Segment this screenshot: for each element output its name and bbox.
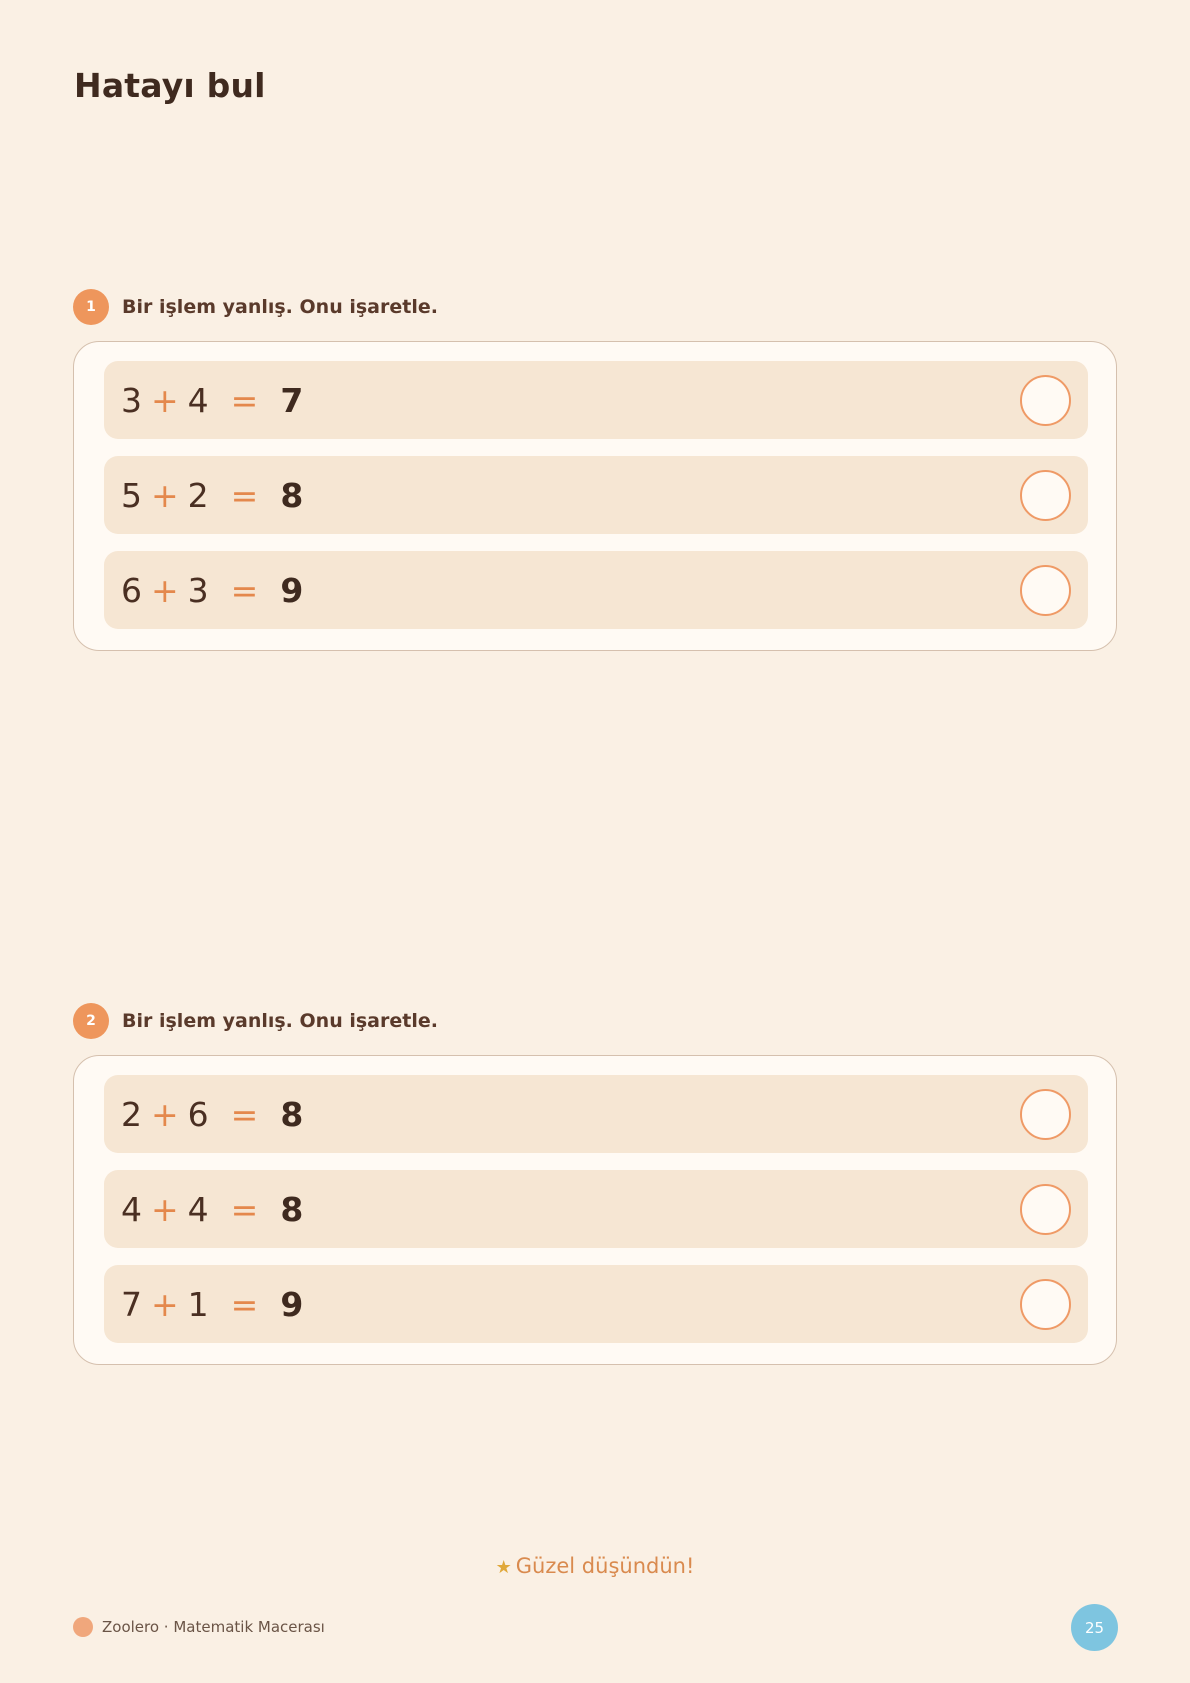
praise-text: Güzel düşündün! (515, 1554, 695, 1578)
exercise-2-card (73, 1055, 1117, 1365)
result-value: 8 (280, 1094, 304, 1134)
plus-sign: + (151, 570, 179, 610)
equation (121, 1170, 303, 1248)
brand-text: Zoolero · Matematik Macerası (102, 1618, 325, 1636)
equation (121, 456, 303, 534)
operand-b: 4 (187, 1189, 209, 1229)
equation-row (104, 456, 1088, 534)
footer-brand (73, 1617, 325, 1637)
operand-a: 5 (121, 475, 142, 515)
exercise-instruction: Bir işlem yanlış. Onu işaretle. (122, 1010, 438, 1032)
plus-sign: + (151, 1284, 179, 1324)
result-value: 8 (280, 1189, 304, 1229)
page-number-badge: 25 (1071, 1604, 1118, 1651)
result-value: 9 (280, 1284, 304, 1324)
equals-sign: = (230, 380, 259, 420)
operand-a: 7 (121, 1284, 142, 1324)
equation-row (104, 551, 1088, 629)
praise-message (0, 1554, 1190, 1578)
operand-a: 6 (121, 570, 142, 610)
exercise-number-badge: 1 (73, 289, 109, 325)
mark-answer-circle[interactable] (1020, 1184, 1071, 1235)
exercise-2-header (73, 1003, 438, 1039)
equals-sign: = (230, 1189, 259, 1229)
equals-sign: = (230, 1284, 259, 1324)
operand-a: 4 (121, 1189, 142, 1229)
exercise-instruction: Bir işlem yanlış. Onu işaretle. (122, 296, 438, 318)
plus-sign: + (151, 380, 179, 420)
operand-b: 3 (187, 570, 209, 610)
operand-b: 1 (187, 1284, 209, 1324)
mark-answer-circle[interactable] (1020, 470, 1071, 521)
plus-sign: + (151, 1189, 179, 1229)
equals-sign: = (230, 1094, 259, 1134)
mark-answer-circle[interactable] (1020, 375, 1071, 426)
equation-row (104, 361, 1088, 439)
equation-row (104, 1075, 1088, 1153)
equation (121, 1075, 303, 1153)
star-icon: ★ (495, 1557, 512, 1578)
operand-b: 4 (187, 380, 209, 420)
mark-answer-circle[interactable] (1020, 1089, 1071, 1140)
exercise-1-card (73, 341, 1117, 651)
mark-answer-circle[interactable] (1020, 565, 1071, 616)
equation-row (104, 1170, 1088, 1248)
operand-a: 2 (121, 1094, 142, 1134)
operand-b: 6 (187, 1094, 209, 1134)
result-value: 9 (280, 570, 304, 610)
plus-sign: + (151, 475, 179, 515)
equation (121, 361, 303, 439)
plus-sign: + (151, 1094, 179, 1134)
operand-b: 2 (187, 475, 209, 515)
page-title: Hatayı bul (74, 66, 266, 105)
result-value: 7 (280, 380, 304, 420)
equals-sign: = (230, 475, 259, 515)
exercise-1-header (73, 289, 438, 325)
equation-row (104, 1265, 1088, 1343)
equals-sign: = (230, 570, 259, 610)
equation (121, 1265, 303, 1343)
brand-dot-icon (73, 1617, 93, 1637)
equation (121, 551, 303, 629)
result-value: 8 (280, 475, 304, 515)
operand-a: 3 (121, 380, 142, 420)
exercise-number-badge: 2 (73, 1003, 109, 1039)
mark-answer-circle[interactable] (1020, 1279, 1071, 1330)
